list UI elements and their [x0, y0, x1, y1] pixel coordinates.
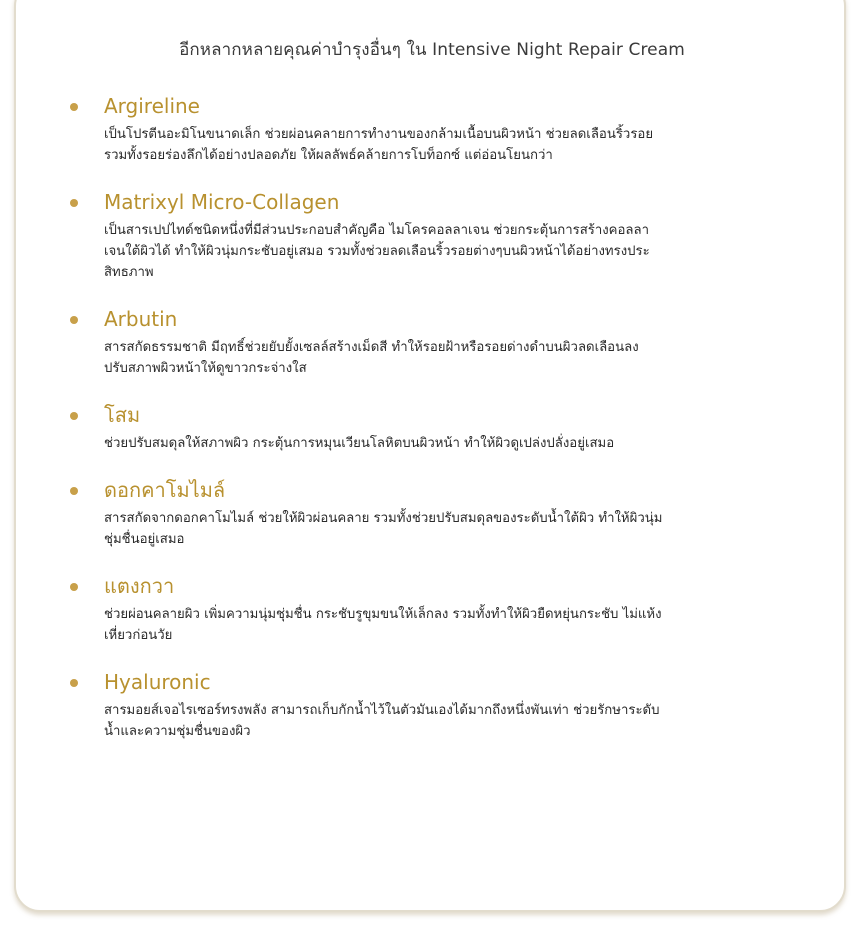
bullet-dot-icon — [70, 199, 78, 207]
description-line: น้ำและความชุ่มชื่นของผิว — [104, 724, 251, 739]
description-line: ชุ่มชื่นอยู่เสมอ — [104, 532, 185, 547]
description-line: เจนใต้ผิวได้ ทำให้ผิวนุ่มกระชับอยู่เสมอ รวมทั้งช่วยลดเลือนริ้วรอยต่างๆบนผิวหน้าได้อย่างทรงประ — [104, 244, 650, 259]
ingredient-name: แตงกวา — [104, 574, 175, 598]
ingredient-name: Matrixyl Micro-Collagen — [104, 190, 340, 214]
ingredient-description — [104, 220, 808, 283]
bullet-dot-icon — [70, 583, 78, 591]
description-line: ปรับสภาพผิวหน้าให้ดูขาวกระจ่างใส — [104, 361, 307, 376]
ingredient-item — [0, 476, 864, 550]
bullet-dot-icon — [70, 487, 78, 495]
bullet-dot-icon — [70, 316, 78, 324]
ingredient-description — [104, 604, 808, 646]
ingredient-list — [0, 92, 864, 764]
ingredient-item — [0, 305, 864, 379]
page-heading: อีกหลากหลายคุณค่าบำรุงอื่นๆ ใน Intensive Night Repair Cream — [179, 40, 685, 60]
description-line: สารสกัดจากดอกคาโมไมล์ ช่วยให้ผิวผ่อนคลาย รวมทั้งช่วยปรับสมดุลของระดับน้ำใต้ผิว ทำให้ผิวนุ่ม — [104, 511, 663, 526]
ingredient-name: โสม — [104, 403, 141, 427]
description-line: เป็นสารเปปไทด์ชนิดหนึ่งที่มีส่วนประกอบสำคัญคือ ไมโครคอลลาเจน ช่วยกระตุ้นการสร้างคอลลา — [104, 223, 649, 238]
ingredient-description — [104, 508, 808, 550]
description-line: เป็นโปรตีนอะมิโนขนาดเล็ก ช่วยผ่อนคลายการทำงานของกล้ามเนื้อบนผิวหน้า ช่วยลดเลือนริ้วรอย — [104, 127, 654, 142]
bullet-dot-icon — [70, 412, 78, 420]
description-line: รวมทั้งรอยร่องลึกได้อย่างปลอดภัย ให้ผลลัพธ์คล้ายการโบท็อกซ์ แต่อ่อนโยนกว่า — [104, 148, 553, 163]
description-line: สิทธภาพ — [104, 265, 154, 280]
bullet-dot-icon — [70, 679, 78, 687]
ingredient-name: Arbutin — [104, 307, 178, 331]
description-line: สารมอยส์เจอไรเซอร์ทรงพลัง สามารถเก็บกักน้ำไว้ในตัวมันเองได้มากถึงหนึ่งพันเท่า ช่วยรักษาระดับ — [104, 703, 660, 718]
ingredient-description — [104, 124, 808, 166]
ingredient-name: Argireline — [104, 94, 200, 118]
ingredient-name: Hyaluronic — [104, 670, 211, 694]
ingredient-item — [0, 92, 864, 166]
description-line: สารสกัดธรรมชาติ มีฤทธิ์ช่วยยับยั้งเซลล์สร้างเม็ดสี ทำให้รอยฝ้าหรือรอยด่างดำบนผิวลดเลือนลง — [104, 340, 639, 355]
ingredient-item — [0, 572, 864, 646]
description-line: ช่วยปรับสมดุลให้สภาพผิว กระตุ้นการหมุนเวียนโลหิตบนผิวหน้า ทำให้ผิวดูเปล่งปลั่งอยู่เสมอ — [104, 436, 615, 451]
ingredient-description — [104, 433, 808, 454]
ingredient-description — [104, 337, 808, 379]
ingredient-item — [0, 401, 864, 454]
bullet-dot-icon — [70, 103, 78, 111]
ingredient-name: ดอกคาโมไมล์ — [104, 478, 226, 502]
description-line: เหี่ยวก่อนวัย — [104, 628, 173, 643]
description-line: ช่วยผ่อนคลายผิว เพิ่มความนุ่มชุ่มชื่น กระชับรูขุมขนให้เล็กลง รวมทั้งทำให้ผิวยืดหยุ่นกระชับ ไม่แห้ง — [104, 607, 662, 622]
ingredient-item — [0, 668, 864, 742]
ingredient-description — [104, 700, 808, 742]
ingredient-item — [0, 188, 864, 283]
